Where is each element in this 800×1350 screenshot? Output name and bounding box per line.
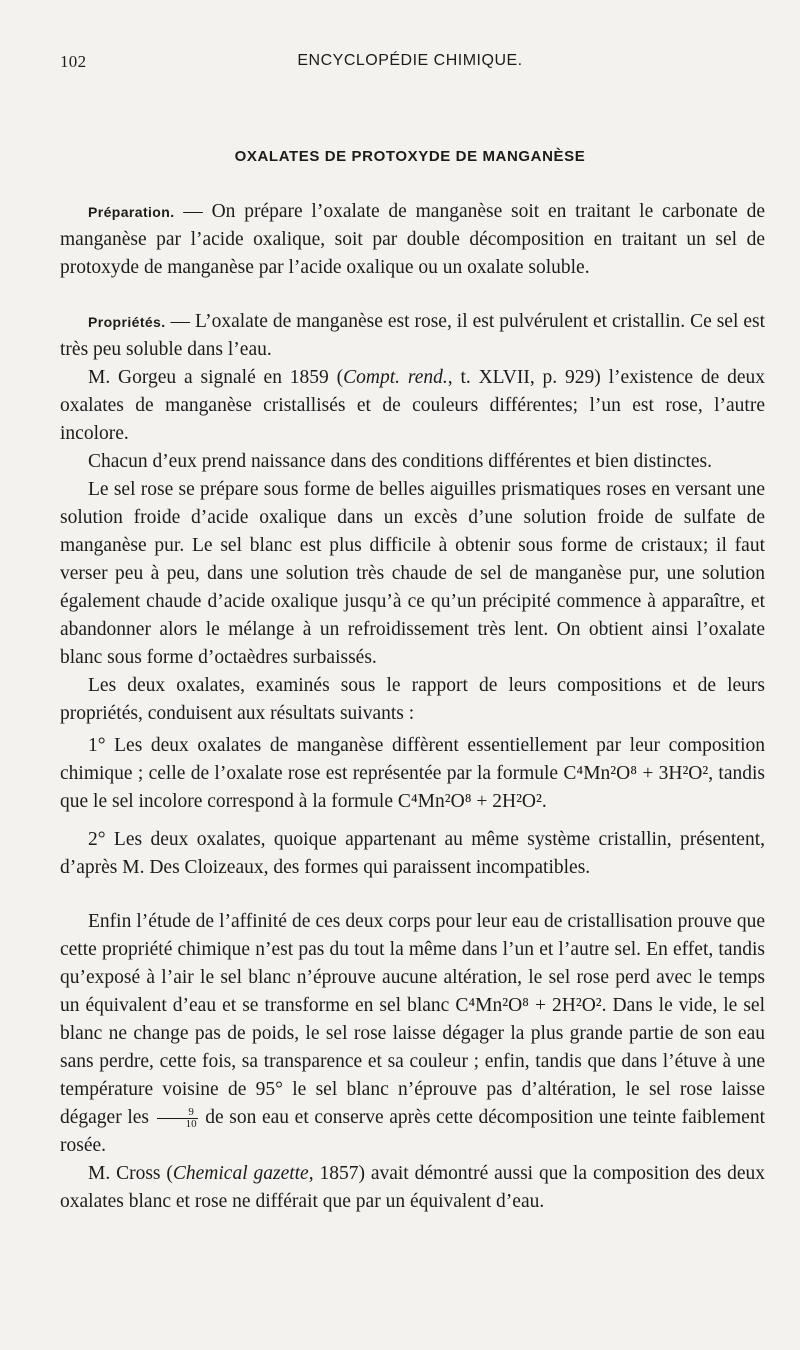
running-header [60,52,760,78]
paragraph-enfin [60,908,765,1160]
gorgeu-text-after: , t. XLVII, p. 929) l’existence de deux oxalates de manganèse cristallisés et de couleurs différentes; l’un est rose, l’autre incolore. [60,367,765,444]
section-title: OXALATES DE PROTOXYDE DE MANGANÈSE [234,148,586,165]
formula-sel-blanc: C⁴Mn²O⁸ + 2H²O² [455,995,602,1016]
running-title: ENCYCLOPÉDIE CHIMIQUE. [297,52,523,69]
cross-text-before: M. Cross ( [88,1163,173,1184]
body-text [60,198,765,1216]
paragraph-deux-oxalates: Les deux oxalates, examinés sous le rapport de leurs compositions et de leurs propriétés, conduisent aux résultats suivants : [60,675,765,724]
point1-end: . [541,791,547,812]
fraction-nine-tenths [157,1107,198,1130]
formula-oxalate-rose: C⁴Mn²O⁸ + 3H²O² [563,763,709,784]
cross-text-after: , 1857) avait démontré aussi que la composition des deux oxalates blanc et rose ne différait que par un équivalent d’eau. [60,1163,765,1212]
proprietes-text: — L’oxalate de manganèse est rose, il est pulvérulent et cristallin. Ce sel est très peu soluble dans l’eau. [60,311,766,360]
runin-heading-preparation: Préparation. [88,204,175,220]
fraction-numerator: 9 [157,1107,198,1119]
point1-text: 1° Les deux oxalates de manganèse diffèrent essentiellement par leur composition chimique ; celle de l’oxalate rose est représentée par la formule [60,735,765,784]
paragraph-point-2: 2° Les deux oxalates, quoique appartenant au même système cristallin, présentent, d’après M. Des Cloizeaux, des formes qui paraissent incompatibles. [60,829,765,878]
point1-middle: , tandis que le sel incolore correspond à la formule [60,763,765,812]
paragraph-cross [60,1160,765,1216]
paragraph-gorgeu [60,364,765,448]
fraction-denominator: 10 [185,1118,197,1131]
preparation-text: — On prépare l’oxalate de manganèse soit en traitant le carbonate de manganèse par l’acide oxalique, soit par double décomposition en traitant un sel de protoxyde de manganèse par l’acide oxalique ou un oxalate soluble. [60,201,766,278]
paragraph-proprietes [60,308,765,364]
page-number: 102 [60,52,87,71]
citation-chemical-gazette: Chemical gazette [172,1163,309,1184]
paragraph-preparation [60,198,765,282]
enfin-text-1: Enfin l’étude de l’affinité de ces deux corps pour leur eau de cristallisation prouve que cette propriété chimique n’est pas du tout la même dans l’un et l’autre sel. En effet, tandis qu’exposé à l’air le sel blanc n’éprouve aucune altération, le sel rose perd avec le temps un équivalent d’eau et se transforme en sel blanc [60,911,765,1016]
paragraph-chacun: Chacun d’eux prend naissance dans des conditions différentes et bien distinctes. [88,451,713,472]
formula-oxalate-blanc: C⁴Mn²O⁸ + 2H²O² [397,791,542,812]
gorgeu-text-before: M. Gorgeu a signalé en 1859 ( [88,367,344,388]
runin-heading-proprietes: Propriétés. [88,314,166,330]
enfin-text-2: . Dans le vide, le sel blanc ne change pas de poids, le sel rose laisse dégager la plus grande partie de son eau sans perdre, cette fois, sa transparence et sa couleur ; enfin, tandis que dans l’étuve à une température voisine de 95° le sel blanc n’éprouve pas d’altération, le sel rose laisse dégager les [60,995,765,1128]
paragraph-point-1 [60,732,765,816]
enfin-text-3: de son eau et conserve après cette décomposition une teinte faiblement rosée. [60,1107,765,1156]
paragraph-sel-rose: Le sel rose se prépare sous forme de belles aiguilles prismatiques roses en versant une solution froide d’acide oxalique dans un excès d’une solution froide de sulfate de manganèse pur. Le sel blanc est plus difficile à obtenir sous forme de cristaux; il faut verser peu à peu, dans une solution très chaude de sel de manganèse pur, une solution également chaude d’acide oxalique jusqu’à ce qu’un précipité commence à apparaître, et abandonner alors le mélange à un refroidissement très lent. On obtient ainsi l’oxalate blanc sous forme d’octaèdres surbaissés. [60,479,765,668]
citation-compt-rend: Compt. rend. [343,367,448,388]
